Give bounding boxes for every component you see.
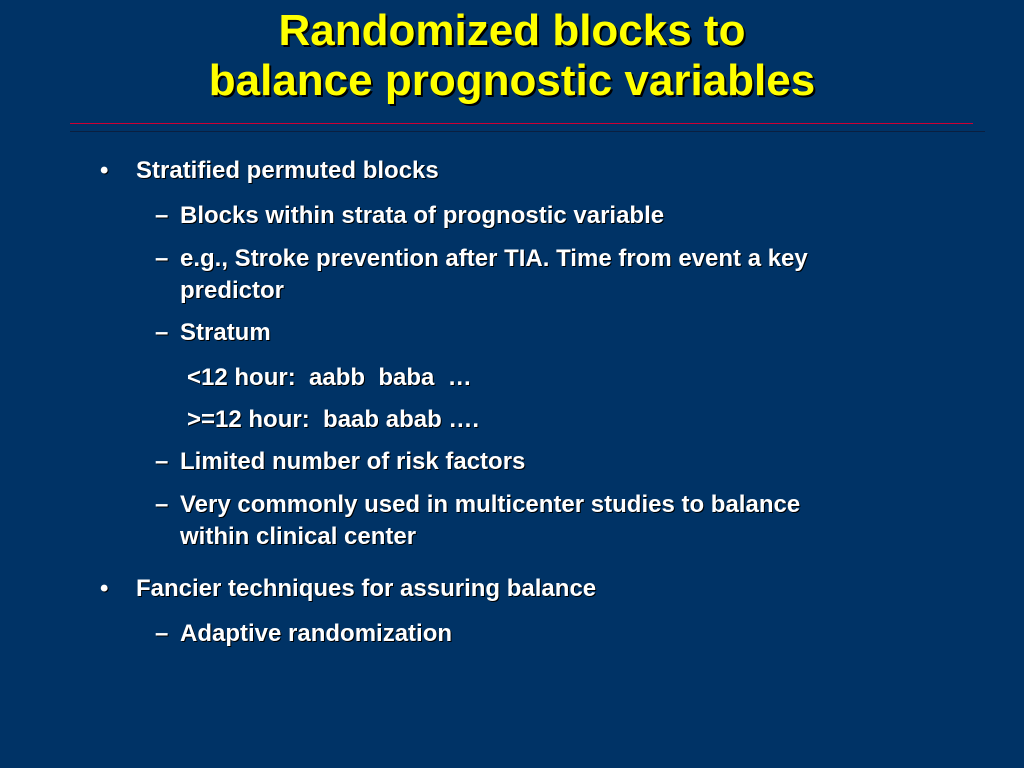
sub-bullet-text: Adaptive randomization — [180, 620, 453, 647]
slide-title — [0, 6, 1024, 106]
dash-icon: – — [155, 202, 169, 229]
bullet-icon: • — [100, 157, 109, 184]
bullet-text: Fancier techniques for assuring balance — [136, 575, 597, 602]
stratum-line: >=12 hour: baab abab …. — [187, 406, 480, 433]
sub-bullet-text: Stratum — [180, 319, 271, 346]
dash-icon: – — [155, 319, 169, 346]
bullet-text: Stratified permuted blocks — [136, 157, 439, 184]
sub-bullet-text: Very commonly used in multicenter studies to balance within clinical center — [180, 491, 801, 550]
title-divider-shadow — [70, 131, 985, 132]
dash-icon: – — [155, 620, 169, 647]
sub-bullet-text: Limited number of risk factors — [180, 448, 526, 475]
dash-icon: – — [155, 245, 169, 272]
dash-icon: – — [155, 491, 169, 518]
sub-bullet-text: e.g., Stroke prevention after TIA. Time from event a key predictor — [180, 245, 808, 304]
sub-bullet-text: Blocks within strata of prognostic variable — [180, 202, 665, 229]
stratum-line: <12 hour: aabb baba … — [187, 364, 472, 391]
title-line-2: balance prognostic variables — [208, 56, 816, 105]
title-divider — [70, 123, 973, 124]
title-line-1: Randomized blocks to — [278, 6, 746, 55]
dash-icon: – — [155, 448, 169, 475]
bullet-icon: • — [100, 575, 109, 602]
